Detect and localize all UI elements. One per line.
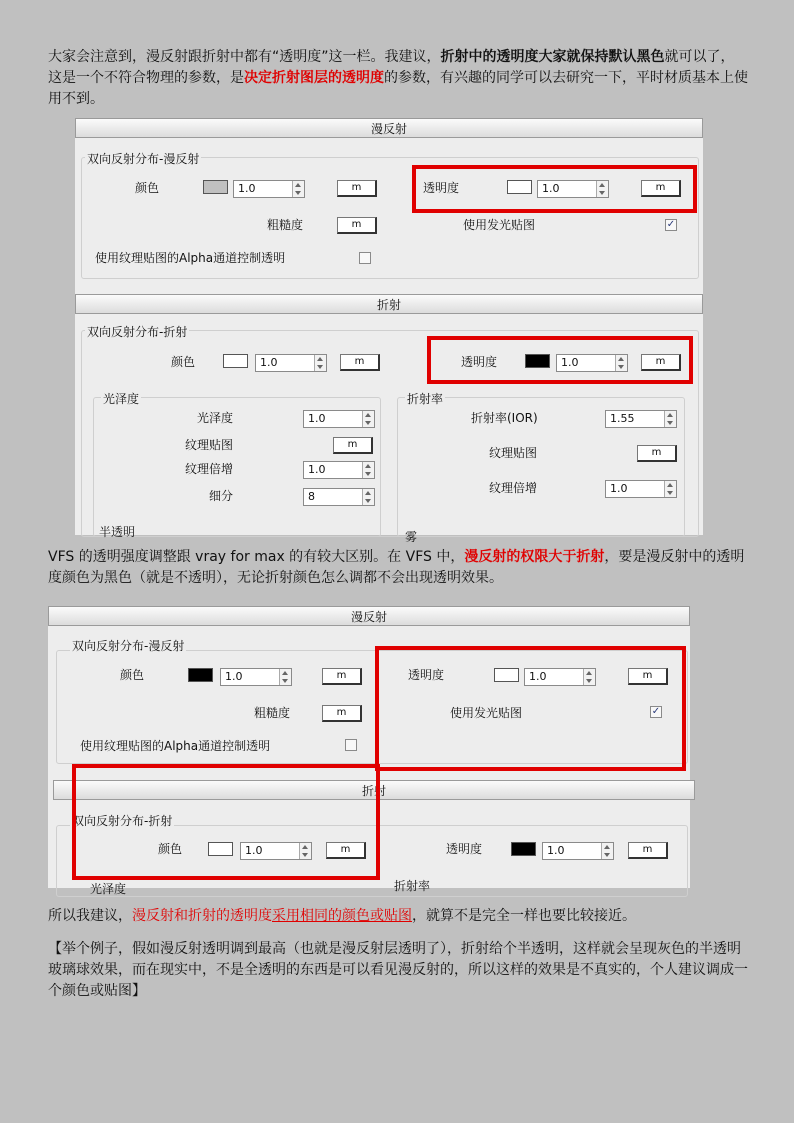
refraction-transparency-map-button[interactable]: m (628, 842, 668, 859)
material-panel-screenshot-2 (48, 606, 690, 896)
diffuse-color-spinner[interactable]: 1.0 (220, 668, 292, 686)
paragraph-3: 所以我建议，漫反射和折射的透明度采用相同的颜色或贴图，就算不是完全一样也要比较接近。 (48, 908, 636, 924)
diffuse-color-label: 颜色 (120, 668, 145, 682)
red-emphasis: 漫反射和折射的透明度 (132, 908, 272, 924)
translucency-label: 半透明 (99, 525, 136, 539)
texture-map-label: 纹理贴图 (185, 438, 234, 452)
roughness-label: 粗糙度 (254, 706, 291, 720)
diffuse-color-spinner[interactable]: 1.0 (233, 180, 305, 198)
diffuse-color-map-button[interactable]: m (337, 180, 377, 197)
emissive-map-checkbox[interactable]: ✓ (666, 219, 676, 230)
diffuse-header[interactable]: 漫反射 (48, 606, 690, 626)
refraction-transparency-map-button[interactable]: m (641, 354, 681, 371)
refraction-transparency-spinner[interactable]: 1.0 (542, 842, 614, 860)
diffuse-color-swatch[interactable] (203, 180, 228, 194)
refraction-color-map-button[interactable]: m (340, 354, 380, 371)
texture-multiplier-label: 纹理倍增 (185, 462, 234, 476)
refraction-color-swatch[interactable] (223, 354, 248, 368)
spinner-arrows-icon[interactable] (664, 411, 676, 427)
texture-map-button[interactable]: m (333, 437, 373, 454)
diffuse-color-map-button[interactable]: m (322, 668, 362, 685)
highlight-box (412, 165, 697, 213)
emissive-map-label: 使用发光贴图 (450, 706, 523, 720)
alpha-control-checkbox[interactable] (345, 739, 357, 751)
glossiness-label: 光泽度 (197, 411, 234, 425)
ior-group-title: 折射率 (407, 392, 444, 406)
brdf-refraction-title: 双向反射分布-折射 (87, 325, 188, 339)
diffuse-color-label: 颜色 (135, 181, 160, 195)
spinner-arrows-icon[interactable] (362, 411, 374, 427)
alpha-control-checkbox[interactable] (359, 252, 371, 264)
refraction-transparency-swatch[interactable] (511, 842, 536, 856)
spinner-arrows-icon[interactable] (292, 181, 304, 197)
refraction-color-spinner[interactable]: 1.0 (255, 354, 327, 372)
ior-texture-multiplier-label: 纹理倍增 (489, 481, 538, 495)
refraction-transparency-label: 透明度 (446, 842, 483, 856)
brdf-diffuse-title: 双向反射分布-漫反射 (87, 152, 200, 166)
spinner-arrows-icon[interactable] (362, 489, 374, 505)
paragraph-1: 大家会注意到，漫反射跟折射中都有“透明度”这一栏。我建议，折射中的透明度大家就保持默认黑色就可以了，这是一个不符合物理的参数，是决定折射图层的透明度的参数，有兴趣的同学可以去研究一下，平时材质基本上使用不到。 (48, 49, 748, 107)
ior-texture-map-button[interactable]: m (637, 445, 677, 462)
subdivisions-spinner[interactable]: 8 (303, 488, 375, 506)
red-emphasis: 决定折射图层的透明度 (244, 70, 384, 86)
material-panel-screenshot-1 (75, 118, 703, 544)
fog-label: 雾 (405, 530, 418, 544)
ior-spinner[interactable]: 1.55 (605, 410, 677, 428)
texture-multiplier-spinner[interactable]: 1.0 (303, 461, 375, 479)
glossiness-group-title: 光泽度 (90, 882, 127, 896)
alpha-control-label: 使用纹理贴图的Alpha通道控制透明 (95, 251, 286, 265)
highlight-box (427, 336, 693, 384)
refraction-color-spinner[interactable]: 1.0 (240, 842, 312, 860)
alpha-control-label: 使用纹理贴图的Alpha通道控制透明 (80, 739, 271, 753)
spinner-arrows-icon[interactable] (362, 462, 374, 478)
spinner-arrows-icon[interactable] (601, 843, 613, 859)
highlight-box (375, 646, 686, 771)
brdf-diffuse-title: 双向反射分布-漫反射 (72, 639, 185, 653)
subdivisions-label: 细分 (209, 489, 234, 503)
spinner-arrows-icon[interactable] (314, 355, 326, 371)
brdf-refraction-title: 双向反射分布-折射 (72, 814, 173, 828)
bold-text: 折射中的透明度大家就保持默认黑色 (440, 49, 665, 65)
red-underlined-emphasis: 采用相同的颜色或贴图 (272, 908, 412, 924)
diffuse-transparency-spinner[interactable]: 1.0 (537, 180, 609, 198)
ior-texture-map-label: 纹理贴图 (489, 446, 538, 460)
diffuse-transparency-map-button[interactable]: m (641, 180, 681, 197)
diffuse-transparency-map-button[interactable]: m (628, 668, 668, 685)
diffuse-header[interactable]: 漫反射 (75, 118, 703, 138)
refraction-color-label: 颜色 (171, 355, 196, 369)
paragraph-2: VFS 的透明强度调整跟 vray for max 的有较大区别。在 VFS 中，漫反射的权限大于折射，要是漫反射中的透明度颜色为黑色（就是不透明），无论折射颜色怎么调都不会出现透明效果。 (48, 549, 745, 586)
diffuse-transparency-label: 透明度 (408, 668, 445, 682)
refraction-header[interactable]: 折射 (75, 294, 703, 314)
emissive-map-checkbox[interactable]: ✓ (651, 706, 661, 717)
refraction-transparency-spinner[interactable]: 1.0 (556, 354, 628, 372)
ior-texture-multiplier-spinner[interactable]: 1.0 (605, 480, 677, 498)
refraction-header[interactable]: 折射 (53, 780, 695, 800)
roughness-map-button[interactable]: m (322, 705, 362, 722)
spinner-arrows-icon[interactable] (279, 669, 291, 685)
glossiness-group-title: 光泽度 (103, 392, 140, 406)
refraction-color-map-button[interactable]: m (326, 842, 366, 859)
red-emphasis: 漫反射的权限大于折射 (464, 549, 605, 565)
highlight-box (72, 764, 380, 880)
diffuse-transparency-label: 透明度 (423, 181, 460, 195)
ior-label: 折射率(IOR) (471, 411, 538, 425)
paragraph-4: 【举个例子，假如漫反射透明调到最高（也就是漫反射层透明了），折射给个半透明，这样就会呈现灰色的半透明玻璃球效果，而在现实中，不是全透明的东西是可以看见漫反射的，所以这样的效果是不真实的，个人建议调成一个颜色或贴图】 (48, 941, 748, 999)
glossiness-spinner[interactable]: 1.0 (303, 410, 375, 428)
emissive-map-label: 使用发光贴图 (463, 218, 536, 232)
spinner-arrows-icon[interactable] (664, 481, 676, 497)
roughness-map-button[interactable]: m (337, 217, 377, 234)
refraction-transparency-label: 透明度 (461, 355, 498, 369)
roughness-label: 粗糙度 (267, 218, 304, 232)
refraction-color-label: 颜色 (158, 842, 183, 856)
diffuse-color-swatch[interactable] (188, 668, 213, 682)
diffuse-transparency-spinner[interactable]: 1.0 (524, 668, 596, 686)
ior-group-title: 折射率 (394, 879, 431, 893)
